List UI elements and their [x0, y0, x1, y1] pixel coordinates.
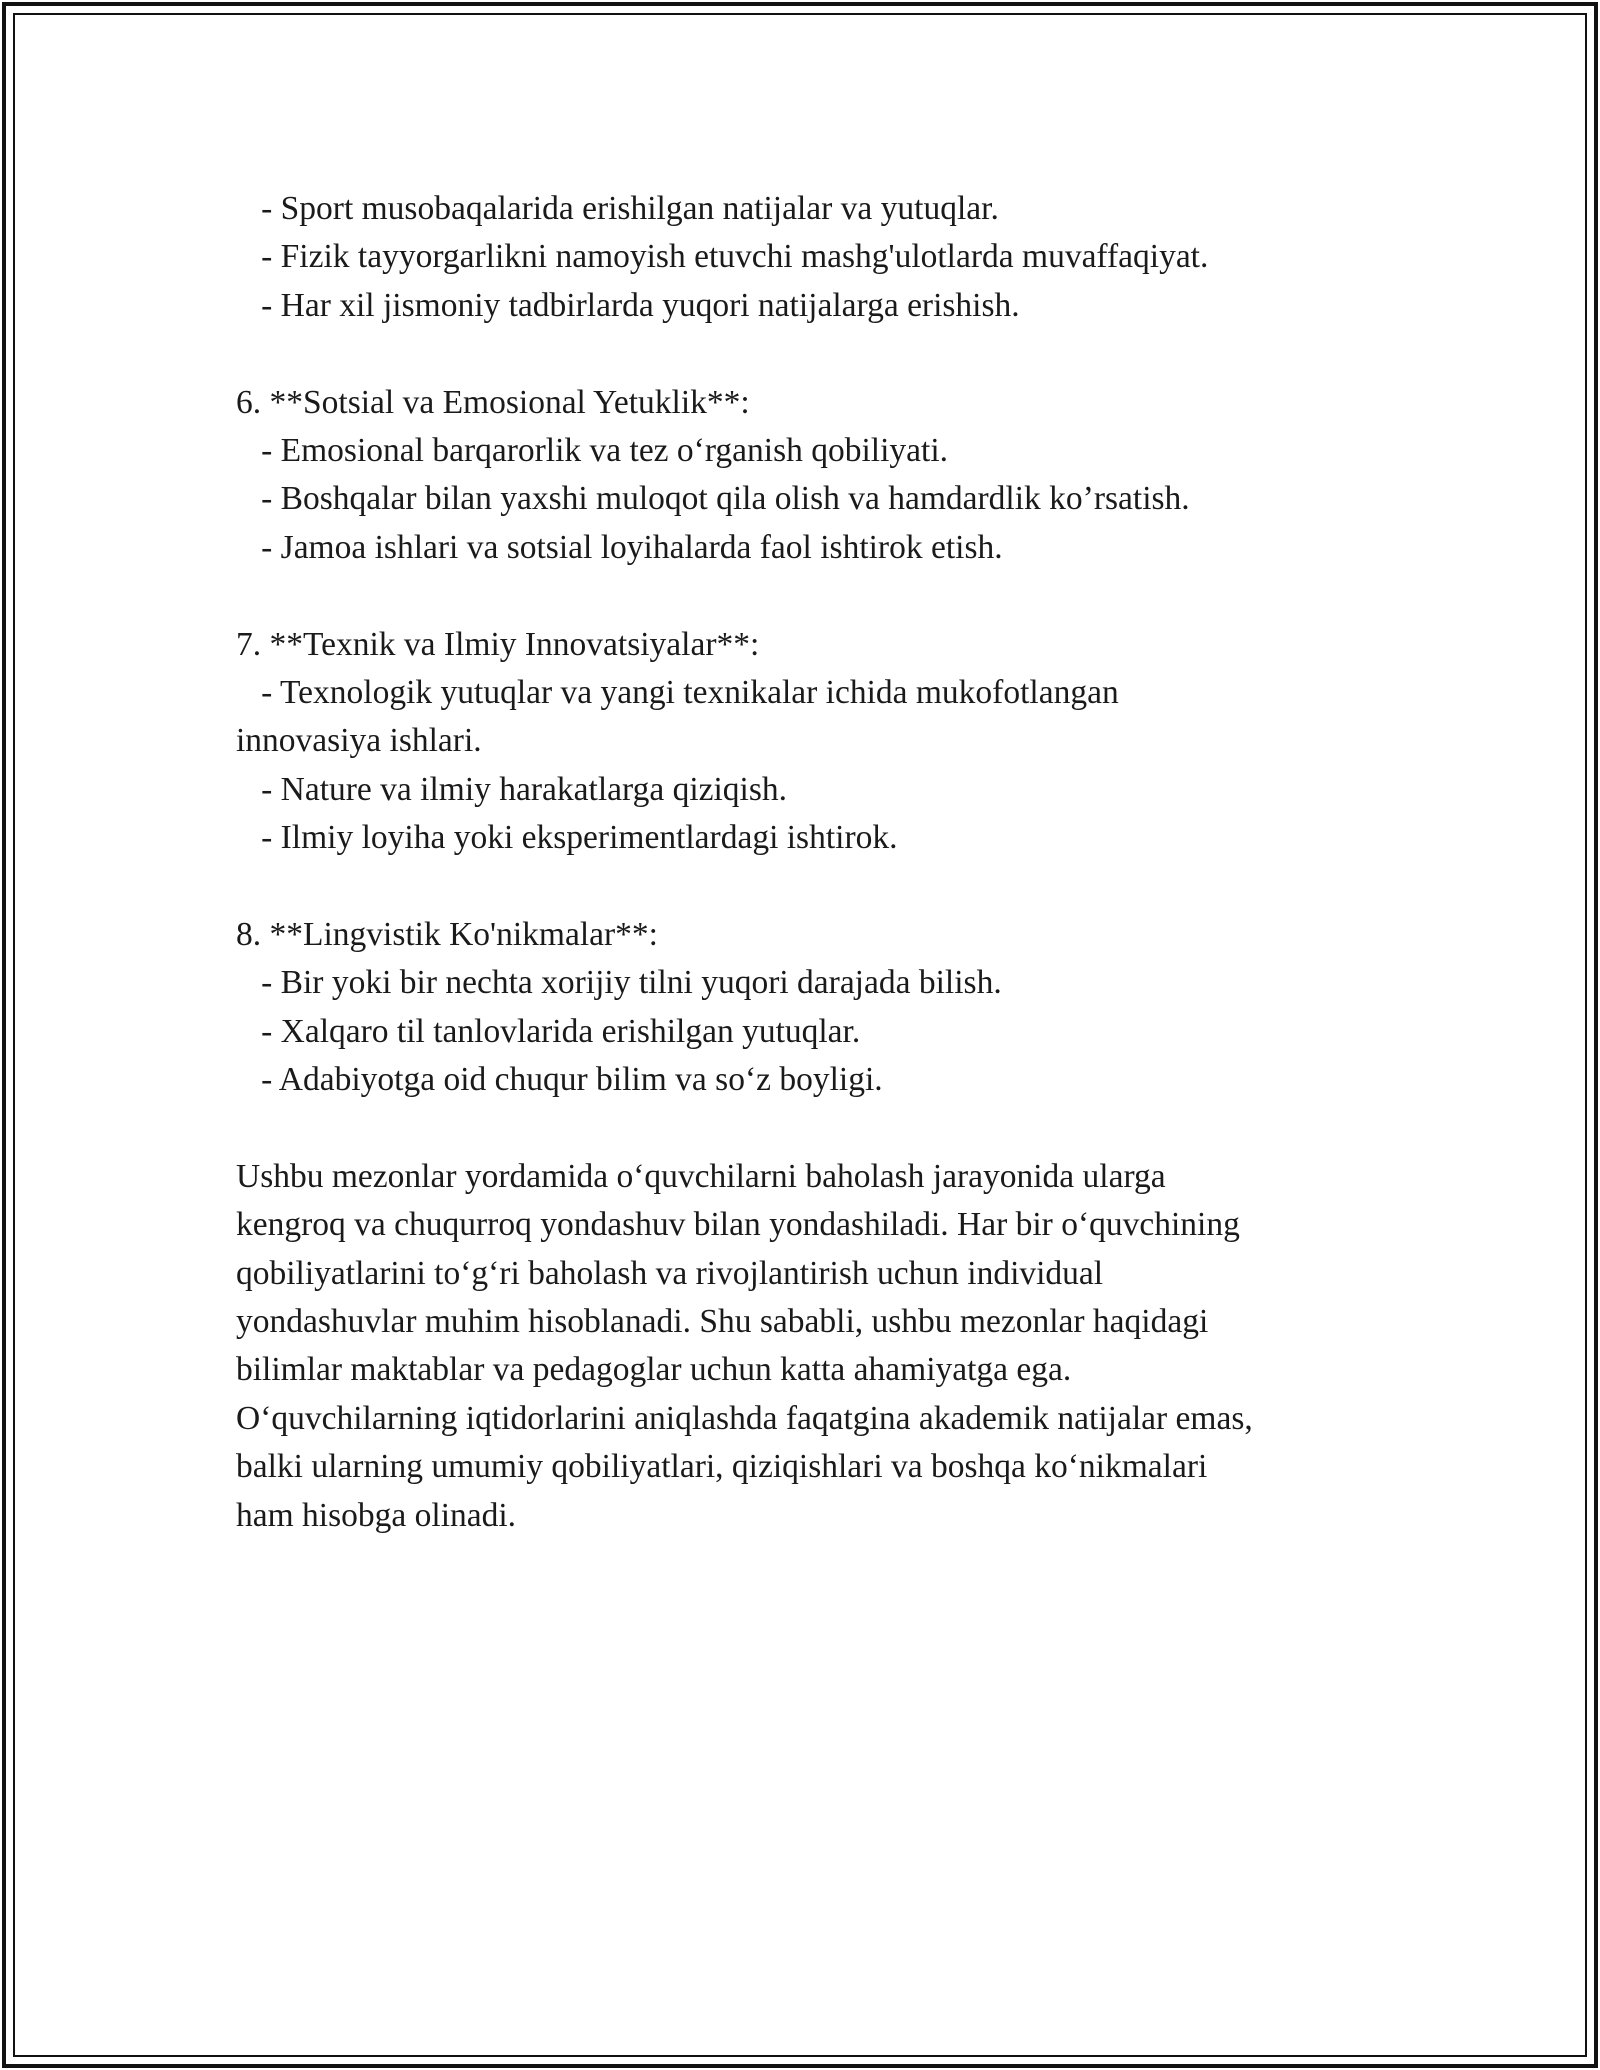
document-body — [236, 185, 1356, 1540]
spacer — [236, 330, 1356, 378]
intro-bullet: - Har xil jismoniy tadbirlarda yuqori natijalarga erishish. — [261, 286, 1020, 324]
section-line: - Texnologik yutuqlar va yangi texnikalar ichida mukofotlangan — [236, 673, 1119, 711]
conclusion-line: O‘quvchilarning iqtidorlarini aniqlashda faqatgina akademik natijalar emas, — [236, 1399, 1253, 1437]
conclusion-line: ham hisobga olinadi. — [236, 1496, 517, 1534]
conclusion-line: kengroq va chuqurroq yondashuv bilan yondashiladi. Har bir o‘quvchining — [236, 1206, 1240, 1244]
spacer — [236, 862, 1356, 910]
spacer — [236, 572, 1356, 620]
conclusion-line: balki ularning umumiy qobiliyatlari, qiziqishlari va boshqa ko‘nikmalari — [236, 1448, 1208, 1486]
section-line: - Ilmiy loyiha yoki eksperimentlardagi ishtirok. — [236, 819, 898, 857]
section-line: innovasiya ishlari. — [236, 722, 482, 760]
section-heading: 8. **Lingvistik Ko'nikmalar**: — [236, 915, 658, 953]
section-heading: 6. **Sotsial va Emosional Yetuklik**: — [236, 383, 750, 421]
spacer — [236, 1104, 1356, 1152]
conclusion-line: Ushbu mezonlar yordamida o‘quvchilarni baholash jarayonida ularga — [236, 1157, 1166, 1195]
section-heading: 7. **Texnik va Ilmiy Innovatsiyalar**: — [236, 625, 760, 663]
section-line: - Emosional barqarorlik va tez o‘rganish qobiliyati. — [236, 431, 949, 469]
conclusion-line: yondashuvlar muhim hisoblanadi. Shu sababli, ushbu mezonlar haqidagi — [236, 1302, 1209, 1340]
section-line: - Jamoa ishlari va sotsial loyihalarda faol ishtirok etish. — [236, 528, 1003, 566]
section-line: - Nature va ilmiy harakatlarga qiziqish. — [236, 770, 788, 808]
section-line: - Boshqalar bilan yaxshi muloqot qila olish va hamdardlik ko’rsatish. — [236, 480, 1190, 518]
intro-bullet: - Fizik tayyorgarlikni namoyish etuvchi mashg'ulotlarda muvaffaqiyat. — [261, 238, 1209, 276]
section-line: - Bir yoki bir nechta xorijiy tilni yuqori darajada bilish. — [236, 964, 1002, 1002]
section-line: - Adabiyotga oid chuqur bilim va so‘z boyligi. — [236, 1061, 883, 1099]
section-line: - Xalqaro til tanlovlarida erishilgan yutuqlar. — [236, 1012, 861, 1050]
conclusion-line: bilimlar maktablar va pedagoglar uchun katta ahamiyatga ega. — [236, 1351, 1072, 1389]
intro-bullet: - Sport musobaqalarida erishilgan natijalar va yutuqlar. — [261, 190, 999, 227]
conclusion-line: qobiliyatlarini to‘g‘ri baholash va rivojlantirish uchun individual — [236, 1254, 1104, 1292]
conclusion-paragraph — [236, 1153, 1356, 1540]
